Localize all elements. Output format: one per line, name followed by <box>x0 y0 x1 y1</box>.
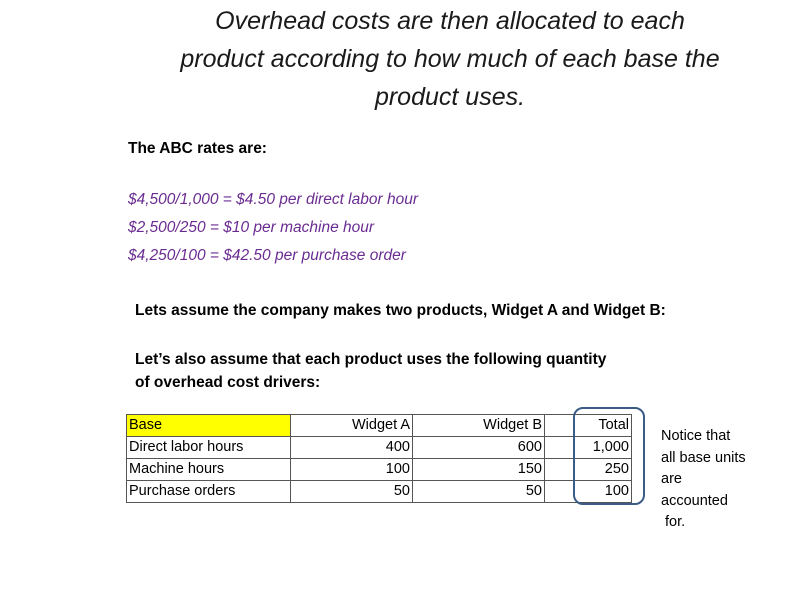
table-row <box>127 459 632 481</box>
abc-rates-heading: The ABC rates are: <box>128 140 267 157</box>
cell-widget-a: 100 <box>291 459 413 481</box>
rate-line-purchase-order: $4,250/100 = $42.50 per purchase order <box>128 247 406 264</box>
cell-widget-b: 600 <box>413 437 545 459</box>
note-line: accounted <box>661 492 728 509</box>
title-line: Overhead costs are then allocated to each <box>215 7 685 35</box>
rate-line-machine: $2,500/250 = $10 per machine hour <box>128 219 375 236</box>
cell-widget-a: 400 <box>291 437 413 459</box>
header-cell-widget-b: Widget B <box>413 415 545 437</box>
header-cell-widget-a: Widget A <box>291 415 413 437</box>
total-column-highlight <box>573 407 645 505</box>
title-line: product according to how much of each base the <box>180 45 720 73</box>
row-label: Machine hours <box>127 459 291 481</box>
row-label: Purchase orders <box>127 481 291 503</box>
note-line: Notice that <box>661 428 731 444</box>
cost-driver-table <box>126 414 632 503</box>
table-row <box>127 481 632 503</box>
note-line: all base units <box>661 449 746 466</box>
header-cell-base: Base <box>127 415 291 437</box>
usage-line: Let’s also assume that each product uses the following quantity <box>135 351 607 368</box>
row-label: Direct labor hours <box>127 437 291 459</box>
cell-total: 100 <box>545 481 632 503</box>
rate-line-direct-labor: $4,500/1,000 = $4.50 per direct labor hour <box>128 191 418 208</box>
accounted-note <box>661 426 781 534</box>
cell-widget-b: 50 <box>413 481 545 503</box>
products-assumption: Lets assume the company makes two products, Widget A and Widget B: <box>135 302 666 319</box>
cell-total: 1,000 <box>545 437 632 459</box>
usage-assumption <box>135 348 606 394</box>
header-cell-total: Total <box>545 415 632 437</box>
cell-widget-a: 50 <box>291 481 413 503</box>
note-line: for. <box>661 514 686 530</box>
table-header-row <box>127 415 632 437</box>
title-line: product uses. <box>374 83 526 111</box>
usage-line: of overhead cost drivers: <box>135 374 321 391</box>
table-row <box>127 437 632 459</box>
cell-total: 250 <box>545 459 632 481</box>
slide-title <box>120 2 780 116</box>
cell-widget-b: 150 <box>413 459 545 481</box>
note-line: are <box>661 471 682 487</box>
